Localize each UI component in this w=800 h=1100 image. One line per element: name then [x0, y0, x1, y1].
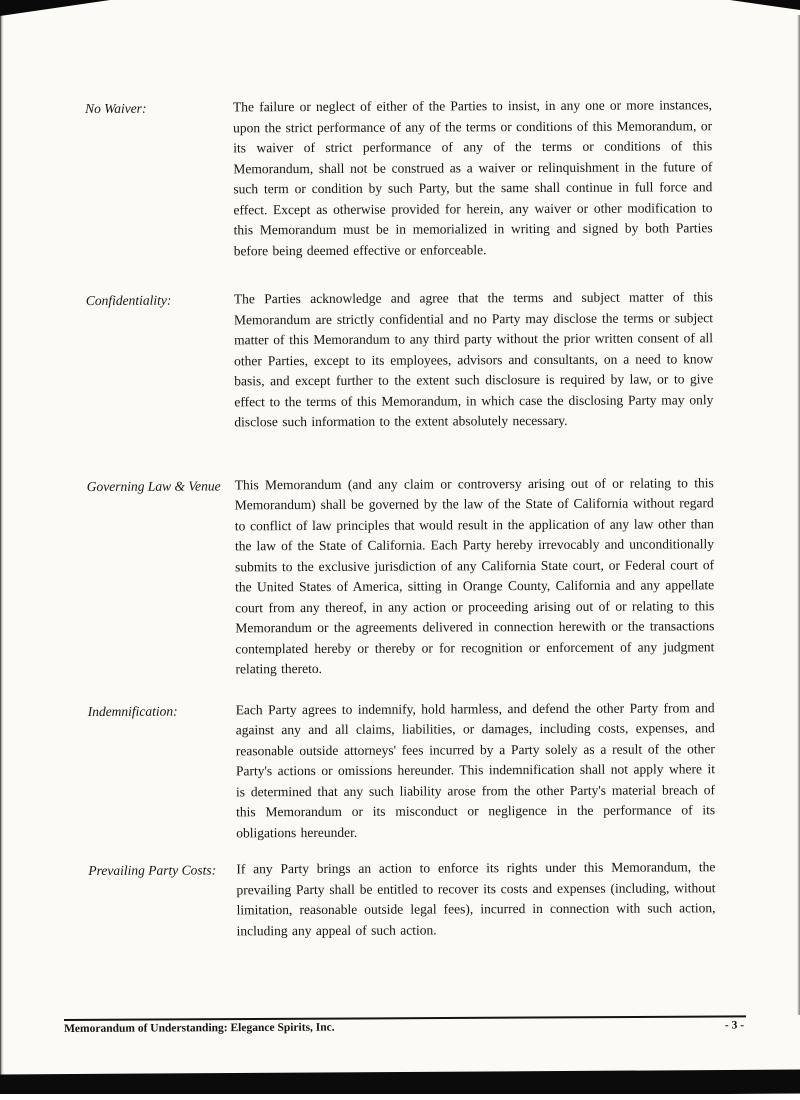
- section-body: The failure or neglect of either of the Parties to insist, in any one or more instances, upon the strict performance of any of the terms or conditions of this Memorandum, or its waiver of strict performance of any of the terms or conditions of this Memorandum, shall not be construed as a waiver or relinquishment in the future of such term or condition by such Party, but the same shall continue in full force and effect. Except as otherwise provided for herein, any waiver or other modification to this Memorandum must be in memorialized in writing and signed by both Parties before being deemed effective or enforceable.: [233, 97, 713, 258]
- scan-artifact-top-left: [0, 0, 110, 16]
- section-no-waiver: [85, 95, 713, 262]
- section-label: Governing Law & Venue: [86, 477, 221, 494]
- document-body: [85, 95, 716, 942]
- scan-artifact-left-edge: [0, 0, 4, 1100]
- section-governing-law-venue: [87, 473, 715, 681]
- section-body: If any Party brings an action to enforce its rights under this Memorandum, the prevailing Party shall be entitled to recover its costs and expenses (including, without limitation, reasonable outside legal fees), incurred in connection with such action, including any appeal of such action.: [236, 859, 716, 938]
- section-body: The Parties acknowledge and agree that the terms and subject matter of this Memorandum are strictly confidential and no Party may disclose the terms or subject matter of this Memorandum to any third party without the prior written consent of all other Parties, except to its employees, advisors and consultants, on a need to know basis, and except further to the extent such disclosure is required by law, or to give effect to the terms of this Memorandum, in which case the disclosing Party may only disclose such information to the extent absolutely necessary.: [233, 289, 714, 430]
- section-body: This Memorandum (and any claim or controversy arising out of or relating to this Memorandum) shall be governed by the law of the State of California without regard to conflict of law principles that would result in the application of any law other than the law of the State of California. Each Party hereby irrevocably and unconditionally submits to the exclusive jurisdiction of any California State court, or Federal court of the United States of America, sitting in Orange County, California and any appellate court from any thereof, in any action or proceeding arising out of or relating to this Memorandum or the agreements delivered in connection herewith or the transactions contemplated hereby or thereby or for recognition or enforcement of any judgment relating thereto.: [234, 474, 715, 677]
- section-label: Confidentiality:: [85, 292, 172, 308]
- section-body: Each Party agrees to indemnify, hold harmless, and defend the other Party from and against any and all claims, liabilities, or damages, including costs, expenses, and reasonable outside attorneys' fees incurred by a Party solely as a result of the other Party's actions or omissions hereunder. This indemnification shall not apply where it is determined that any such liability arose from the other Party's material breach of this Memorandum or its misconduct or negligence in the performance of its obligations hereunder.: [235, 699, 716, 840]
- section-prevailing-party-costs: [88, 857, 715, 942]
- footer-title: Memorandum of Understanding: Elegance Spirits, Inc.: [64, 1021, 335, 1035]
- scan-artifact-bottom-white: [0, 1094, 800, 1100]
- section-label: No Waiver:: [85, 100, 147, 116]
- section-label: Prevailing Party Costs:: [88, 862, 217, 878]
- section-label: Indemnification:: [87, 703, 178, 719]
- section-indemnification: [88, 698, 716, 844]
- page-number: - 3 -: [724, 1019, 745, 1032]
- page-footer: [64, 1015, 746, 1035]
- section-confidentiality: [86, 287, 714, 433]
- scan-artifact-top-right: [730, 0, 800, 10]
